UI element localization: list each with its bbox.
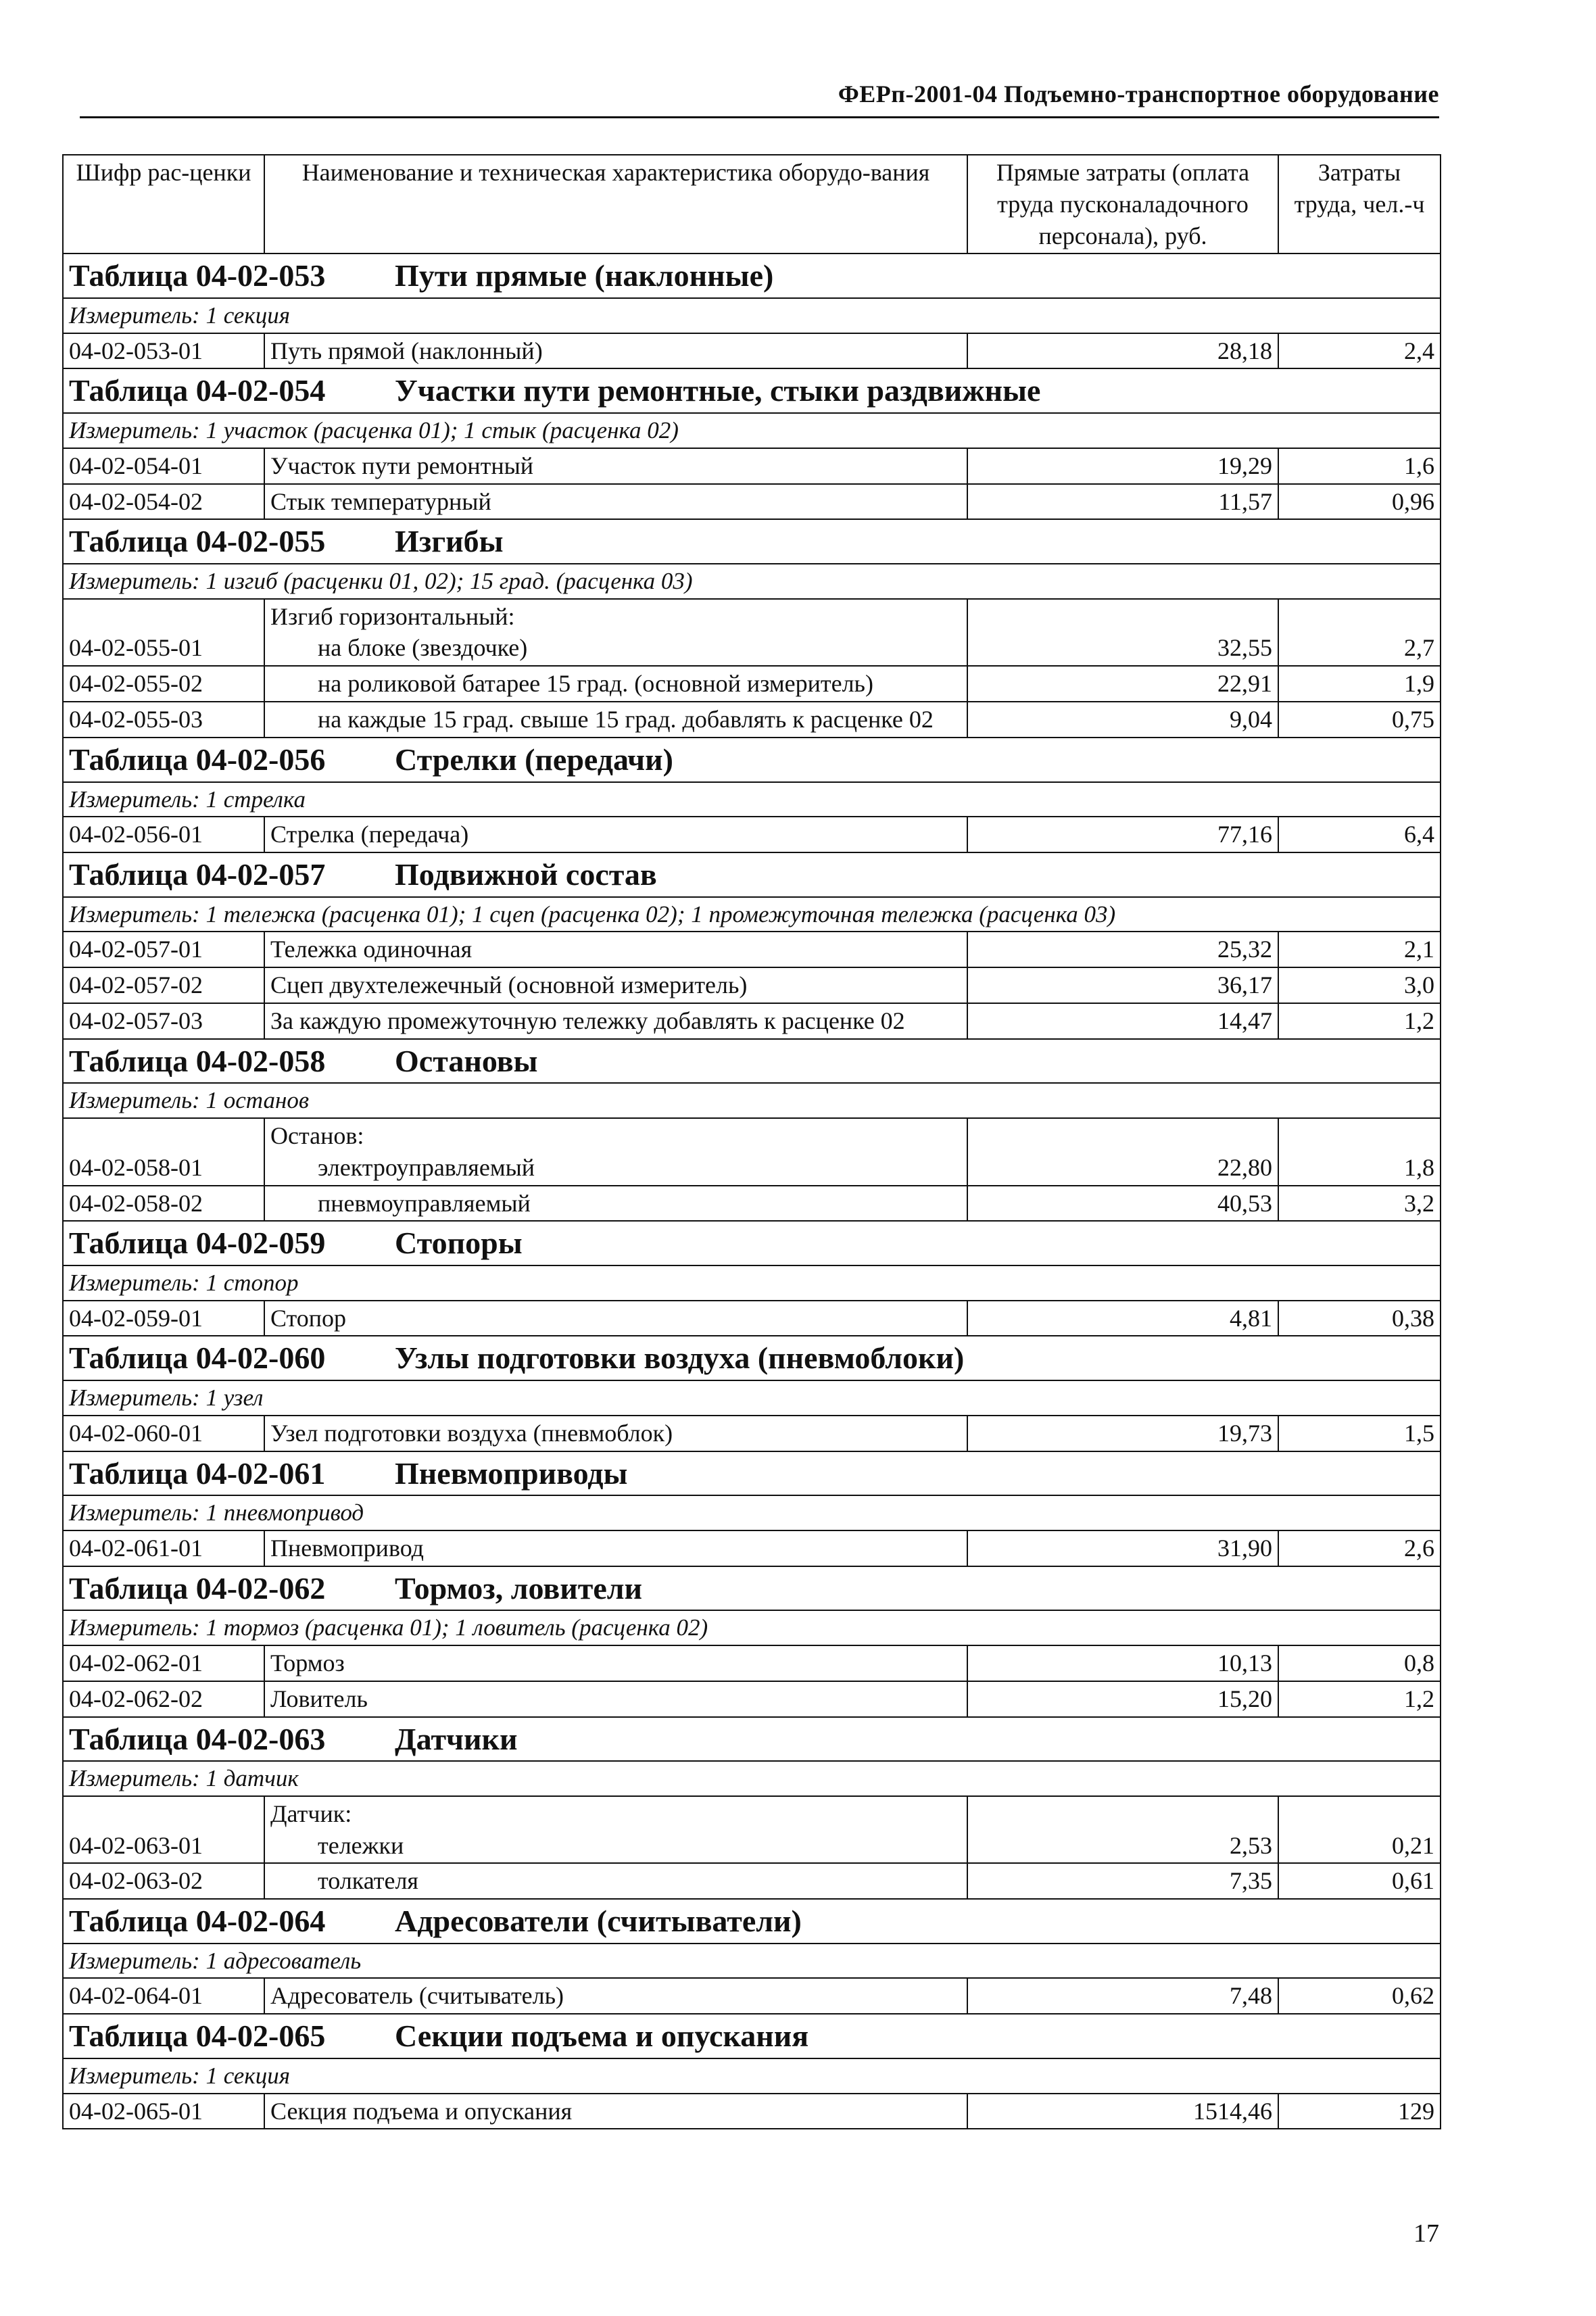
- row-labor: 0,75: [1278, 702, 1441, 738]
- section-title-row: [63, 368, 1441, 413]
- table-number: Таблица 04-02-058: [69, 1043, 326, 1078]
- section-title-row: [63, 738, 1441, 782]
- section-title-cell: [63, 738, 1441, 782]
- table-number: Таблица 04-02-065: [69, 2019, 326, 2054]
- table-title: Стрелки (передачи): [395, 742, 673, 777]
- row-name: [264, 817, 967, 852]
- row-name-text: тележки: [318, 1831, 404, 1859]
- section-title-row: [63, 519, 1441, 564]
- row-name-text: на блоке (звездочке): [318, 634, 528, 662]
- meter-text: Измеритель: 1 останов: [63, 1083, 1441, 1118]
- table-title: Стопоры: [395, 1226, 523, 1261]
- meter-row: [63, 1083, 1441, 1118]
- meter-row: [63, 782, 1441, 817]
- row-labor: 1,2: [1278, 1681, 1441, 1717]
- row-cost: 7,35: [967, 1863, 1278, 1899]
- row-name: [264, 1416, 967, 1451]
- table-row: [63, 1978, 1441, 2014]
- row-cost: 4,81: [967, 1301, 1278, 1336]
- row-name: [264, 1796, 967, 1864]
- row-name: [264, 333, 967, 369]
- row-code: 04-02-062-01: [63, 1645, 264, 1681]
- section-title-row: [63, 1566, 1441, 1611]
- table-row: [63, 1118, 1441, 1186]
- row-code: 04-02-056-01: [63, 817, 264, 852]
- row-name: [264, 1118, 967, 1186]
- page-number: 17: [1413, 2219, 1439, 2248]
- header-rule: [80, 116, 1439, 118]
- row-name-text: толкателя: [318, 1867, 418, 1895]
- column-header-row: [63, 155, 1441, 254]
- row-labor: 3,2: [1278, 1186, 1441, 1222]
- table-row: [63, 1796, 1441, 1864]
- meter-text: Измеритель: 1 датчик: [63, 1761, 1441, 1796]
- row-name-text: Стык температурный: [270, 487, 491, 515]
- table-title: Датчики: [395, 1721, 518, 1756]
- section-title-cell: [63, 852, 1441, 897]
- table-title: Адресователи (считыватели): [395, 1904, 802, 1939]
- table-row: [63, 967, 1441, 1003]
- row-code: 04-02-057-01: [63, 932, 264, 967]
- row-code: 04-02-062-02: [63, 1681, 264, 1717]
- section-title-row: [63, 1717, 1441, 1762]
- row-labor: 0,96: [1278, 484, 1441, 520]
- row-name-text: на каждые 15 град. свыше 15 град. добавлять к расценке 02: [318, 706, 934, 733]
- row-group-label: Останов:: [270, 1121, 364, 1149]
- row-labor: 2,4: [1278, 333, 1441, 369]
- section-title-cell: [63, 368, 1441, 413]
- section-title-cell: [63, 519, 1441, 564]
- row-name-text: Сцеп двухтележечный (основной измеритель): [270, 971, 748, 999]
- row-name-text: Тормоз: [270, 1649, 345, 1676]
- table-row: [63, 1645, 1441, 1681]
- section-title-row: [63, 852, 1441, 897]
- table-row: [63, 1301, 1441, 1336]
- column-header-code: Шифр рас-ценки: [63, 155, 264, 254]
- section-title-row: [63, 1899, 1441, 1944]
- column-header-cost: Прямые затраты (оплата труда пусконаладочного персонала), руб.: [967, 155, 1278, 254]
- row-labor: 3,0: [1278, 967, 1441, 1003]
- meter-row: [63, 564, 1441, 599]
- row-cost: 28,18: [967, 333, 1278, 369]
- row-name: [264, 1978, 967, 2014]
- meter-text: Измеритель: 1 стопор: [63, 1265, 1441, 1301]
- meter-text: Измеритель: 1 стрелка: [63, 782, 1441, 817]
- table-row: [63, 1681, 1441, 1717]
- table-row: [63, 2094, 1441, 2129]
- running-head: ФЕРп-2001-04 Подъемно-транспортное оборудование: [838, 80, 1439, 107]
- table-title: Тормоз, ловители: [395, 1570, 643, 1606]
- row-labor: 0,21: [1278, 1796, 1441, 1864]
- row-code: 04-02-063-02: [63, 1863, 264, 1899]
- row-labor: 1,6: [1278, 448, 1441, 484]
- row-name: [264, 2094, 967, 2129]
- table-number: Таблица 04-02-063: [69, 1721, 326, 1756]
- table-row: [63, 702, 1441, 738]
- row-cost: 15,20: [967, 1681, 1278, 1717]
- row-cost: 10,13: [967, 1645, 1278, 1681]
- meter-text: Измеритель: 1 тележка (расценка 01); 1 сцеп (расценка 02); 1 промежуточная тележка (расценка 03): [63, 897, 1441, 932]
- row-name: [264, 1645, 967, 1681]
- section-title-cell: [63, 2014, 1441, 2058]
- row-code: 04-02-061-01: [63, 1530, 264, 1566]
- row-name-text: Участок пути ремонтный: [270, 452, 534, 479]
- meter-row: [63, 1265, 1441, 1301]
- table-title: Подвижной состав: [395, 857, 657, 892]
- row-name-text: Стопор: [270, 1304, 347, 1332]
- row-group-label: Датчик:: [270, 1800, 352, 1827]
- section-title-row: [63, 1221, 1441, 1265]
- row-name-text: Узел подготовки воздуха (пневмоблок): [270, 1419, 673, 1447]
- row-labor: 2,1: [1278, 932, 1441, 967]
- row-group-label: Изгиб горизонтальный:: [270, 602, 515, 630]
- row-labor: 0,38: [1278, 1301, 1441, 1336]
- table-number: Таблица 04-02-056: [69, 742, 326, 777]
- row-cost: 14,47: [967, 1003, 1278, 1039]
- row-cost: 9,04: [967, 702, 1278, 738]
- section-title-cell: [63, 1717, 1441, 1762]
- row-labor: 1,5: [1278, 1416, 1441, 1451]
- meter-row: [63, 298, 1441, 333]
- row-name: [264, 1003, 967, 1039]
- section-title-cell: [63, 1336, 1441, 1380]
- row-name: [264, 1301, 967, 1336]
- row-labor: 129: [1278, 2094, 1441, 2129]
- row-code: 04-02-057-03: [63, 1003, 264, 1039]
- section-title-cell: [63, 254, 1441, 298]
- meter-text: Измеритель: 1 узел: [63, 1380, 1441, 1416]
- table-row: [63, 599, 1441, 667]
- section-title-cell: [63, 1039, 1441, 1084]
- meter-text: Измеритель: 1 секция: [63, 298, 1441, 333]
- meter-row: [63, 1761, 1441, 1796]
- row-code: 04-02-058-02: [63, 1186, 264, 1222]
- row-cost: 19,73: [967, 1416, 1278, 1451]
- meter-text: Измеритель: 1 адресователь: [63, 1944, 1441, 1979]
- table-number: Таблица 04-02-061: [69, 1455, 326, 1491]
- meter-text: Измеритель: 1 секция: [63, 2058, 1441, 2094]
- row-name-text: Путь прямой (наклонный): [270, 337, 543, 364]
- row-code: 04-02-064-01: [63, 1978, 264, 2014]
- row-code: 04-02-058-01: [63, 1118, 264, 1186]
- table-number: Таблица 04-02-059: [69, 1226, 326, 1261]
- meter-row: [63, 1380, 1441, 1416]
- table-row: [63, 333, 1441, 369]
- table-number: Таблица 04-02-055: [69, 524, 326, 559]
- row-cost: 40,53: [967, 1186, 1278, 1222]
- table-row: [63, 1003, 1441, 1039]
- table-row: [63, 817, 1441, 852]
- row-name-text: Адресователь (считыватель): [270, 1982, 564, 2010]
- table-number: Таблица 04-02-054: [69, 373, 326, 408]
- row-name: [264, 1863, 967, 1899]
- table-title: Участки пути ремонтные, стыки раздвижные: [395, 373, 1041, 408]
- row-name: [264, 702, 967, 738]
- row-name-text: электроуправляемый: [318, 1153, 535, 1181]
- table-row: [63, 1186, 1441, 1222]
- row-name-text: Тележка одиночная: [270, 936, 473, 963]
- row-labor: 2,7: [1278, 599, 1441, 667]
- meter-row: [63, 2058, 1441, 2094]
- row-name: [264, 932, 967, 967]
- row-code: 04-02-060-01: [63, 1416, 264, 1451]
- section-title-cell: [63, 1451, 1441, 1496]
- section-title-row: [63, 2014, 1441, 2058]
- meter-text: Измеритель: 1 пневмопривод: [63, 1495, 1441, 1530]
- row-name-text: За каждую промежуточную тележку добавлять к расценке 02: [270, 1007, 905, 1034]
- table-number: Таблица 04-02-053: [69, 258, 326, 293]
- row-cost: 77,16: [967, 817, 1278, 852]
- row-code: 04-02-054-01: [63, 448, 264, 484]
- row-labor: 1,2: [1278, 1003, 1441, 1039]
- table-title: Секции подъема и опускания: [395, 2019, 809, 2054]
- row-cost: 19,29: [967, 448, 1278, 484]
- row-cost: 2,53: [967, 1796, 1278, 1864]
- row-cost: 32,55: [967, 599, 1278, 667]
- row-labor: 1,8: [1278, 1118, 1441, 1186]
- meter-row: [63, 1944, 1441, 1979]
- row-name-text: пневмоуправляемый: [318, 1189, 531, 1217]
- table-row: [63, 1863, 1441, 1899]
- section-title-cell: [63, 1221, 1441, 1265]
- row-cost: 31,90: [967, 1530, 1278, 1566]
- table-title: Изгибы: [395, 524, 504, 559]
- table-number: Таблица 04-02-062: [69, 1570, 326, 1606]
- meter-row: [63, 1495, 1441, 1530]
- row-name: [264, 484, 967, 520]
- row-name: [264, 1530, 967, 1566]
- row-cost: 22,80: [967, 1118, 1278, 1186]
- column-header-name: Наименование и техническая характеристика оборудо-вания: [264, 155, 967, 254]
- section-title-row: [63, 1451, 1441, 1496]
- table-number: Таблица 04-02-064: [69, 1904, 326, 1939]
- row-cost: 7,48: [967, 1978, 1278, 2014]
- table-row: [63, 1416, 1441, 1451]
- table-row: [63, 666, 1441, 702]
- table-title: Пневмоприводы: [395, 1455, 628, 1491]
- row-name-text: Пневмопривод: [270, 1534, 424, 1562]
- meter-text: Измеритель: 1 изгиб (расценки 01, 02); 15 град. (расценка 03): [63, 564, 1441, 599]
- row-code: 04-02-065-01: [63, 2094, 264, 2129]
- table-row: [63, 932, 1441, 967]
- table-title: Остановы: [395, 1043, 538, 1078]
- meter-text: Измеритель: 1 участок (расценка 01); 1 стык (расценка 02): [63, 413, 1441, 448]
- table-number: Таблица 04-02-060: [69, 1341, 326, 1376]
- row-name: [264, 967, 967, 1003]
- meter-text: Измеритель: 1 тормоз (расценка 01); 1 ловитель (расценка 02): [63, 1610, 1441, 1645]
- meter-row: [63, 413, 1441, 448]
- row-code: 04-02-053-01: [63, 333, 264, 369]
- meter-row: [63, 897, 1441, 932]
- section-title-cell: [63, 1899, 1441, 1944]
- row-code: 04-02-054-02: [63, 484, 264, 520]
- row-code: 04-02-055-03: [63, 702, 264, 738]
- row-code: 04-02-057-02: [63, 967, 264, 1003]
- row-name-text: Стрелка (передача): [270, 821, 469, 848]
- rates-table-body: [63, 155, 1441, 2129]
- row-code: 04-02-059-01: [63, 1301, 264, 1336]
- row-labor: 1,9: [1278, 666, 1441, 702]
- section-title-row: [63, 1039, 1441, 1084]
- table-title: Узлы подготовки воздуха (пневмоблоки): [395, 1341, 965, 1376]
- row-cost: 25,32: [967, 932, 1278, 967]
- table-number: Таблица 04-02-057: [69, 857, 326, 892]
- row-name: [264, 599, 967, 667]
- table-row: [63, 448, 1441, 484]
- row-labor: 2,6: [1278, 1530, 1441, 1566]
- table-row: [63, 484, 1441, 520]
- row-name: [264, 448, 967, 484]
- table-title: Пути прямые (наклонные): [395, 258, 774, 293]
- row-code: 04-02-055-02: [63, 666, 264, 702]
- row-name-text: на роликовой батарее 15 град. (основной измеритель): [318, 670, 873, 698]
- row-name: [264, 1681, 967, 1717]
- row-labor: 0,8: [1278, 1645, 1441, 1681]
- row-labor: 6,4: [1278, 817, 1441, 852]
- section-title-cell: [63, 1566, 1441, 1611]
- row-code: 04-02-055-01: [63, 599, 264, 667]
- row-name-text: Ловитель: [270, 1685, 368, 1712]
- row-name: [264, 1186, 967, 1222]
- row-code: 04-02-063-01: [63, 1796, 264, 1864]
- rates-table: [62, 154, 1441, 2129]
- section-title-row: [63, 1336, 1441, 1380]
- row-labor: 0,61: [1278, 1863, 1441, 1899]
- row-cost: 36,17: [967, 967, 1278, 1003]
- row-name-text: Секция подъема и опускания: [270, 2097, 573, 2125]
- row-name: [264, 666, 967, 702]
- table-row: [63, 1530, 1441, 1566]
- row-cost: 22,91: [967, 666, 1278, 702]
- row-labor: 0,62: [1278, 1978, 1441, 2014]
- column-header-labor: Затраты труда, чел.-ч: [1278, 155, 1441, 254]
- row-cost: 1514,46: [967, 2094, 1278, 2129]
- meter-row: [63, 1610, 1441, 1645]
- row-cost: 11,57: [967, 484, 1278, 520]
- section-title-row: [63, 254, 1441, 298]
